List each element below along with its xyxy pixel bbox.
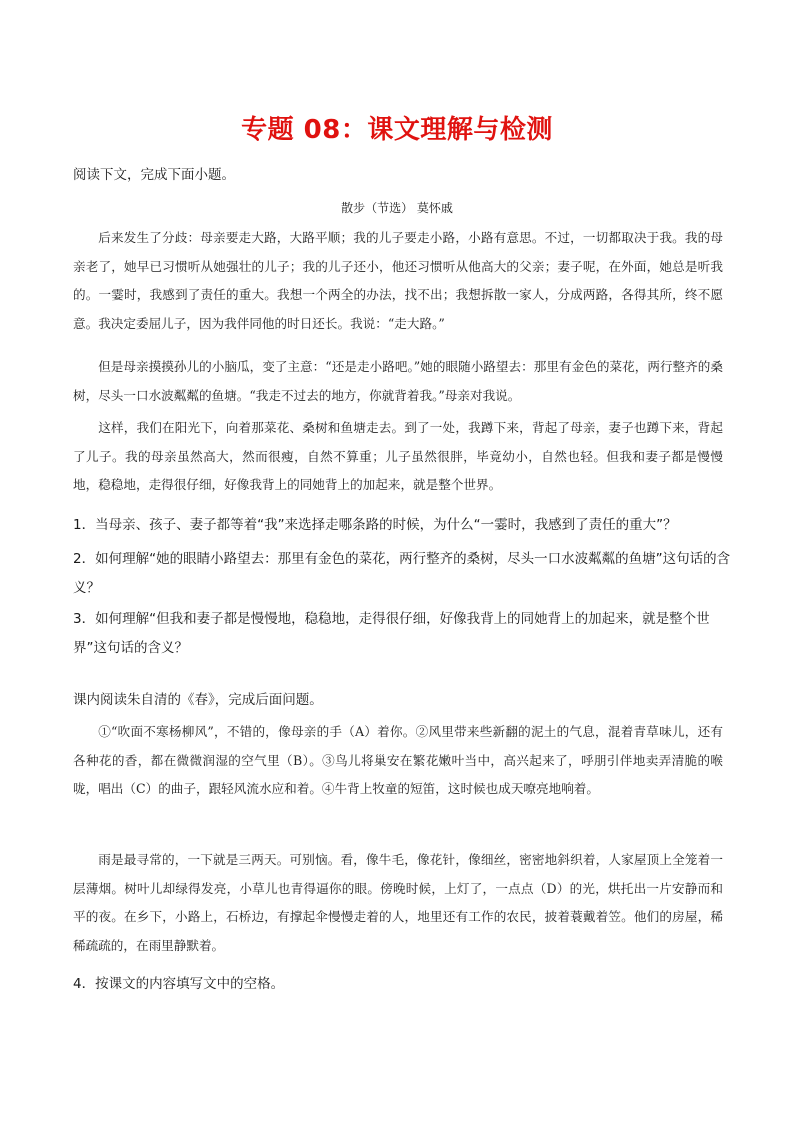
passage1-paragraph-2: 但是母亲摸摸孙儿的小脑瓜，变了主意：“还是走小路吧。”她的眼随小路望去：那里有金色的菜花，两行整齐的桑树，尽头一口水波粼粼的鱼塘。“我走不过去的地方，你就背着我。”母亲对我说。 [73,359,723,403]
question-4: 4．按课文的内容填写文中的空格。 [73,976,285,992]
passage2-paragraph-2: 雨是最寻常的，一下就是三两天。可别恼。看，像牛毛，像花针，像细丝，密密地斜织着，人家屋顶上全笼着一层薄烟。树叶儿却绿得发亮，小草儿也青得逼你的眼。傍晚时候，上灯了，一点点（D）的光，烘托出一片安静而和平的夜。在乡下，小路上，石桥边，有撑起伞慢慢走着的人，地里还有工作的农民，披着蓑戴着笠。他们的房屋，稀稀疏疏的，在雨里静默着。 [73,852,723,953]
passage2-paragraph-1: ①“吹面不寒杨柳风”，不错的，像母亲的手（A）着你。②风里带来些新翻的泥土的气息，混着青草味儿，还有各种花的香，都在微微润湿的空气里（B）。③鸟儿将巢安在繁花嫩叶当中，高兴起来了，呼朋引伴地卖弄清脆的喉咙，唱出（C）的曲子，跟轻风流水应和着。④牛背上牧童的短笛，这时候也成天嘹亮地响着。 [73,724,723,797]
question-1: 1．当母亲、孩子、妻子都等着“我”来选择走哪条路的时候，为什么“一霎时，我感到了责任的重大”？ [73,517,677,533]
passage1-paragraph-3: 这样，我们在阳光下，向着那菜花、桑树和鱼塘走去。到了一处，我蹲下来，背起了母亲，妻子也蹲下来，背起了儿子。我的母亲虽然高大，然而很瘦，自然不算重；儿子虽然很胖，毕竟幼小，自然也轻。但我和妻子都是慢慢地，稳稳地，走得很仔细，好像我背上的同她背上的加起来，就是整个世界。 [73,420,723,493]
passage-subtitle: 散步（节选） 莫怀戚 [341,201,453,215]
question-3: 3．如何理解“但我和妻子都是慢慢地，稳稳地，走得很仔细，好像我背上的同她背上的加起来，就是整个世界”这句话的含义？ [73,611,710,656]
page-title: 专题 08：课文理解与检测 [241,115,553,145]
question-2: 2．如何理解“她的眼睛小路望去：那里有金色的菜花，两行整齐的桑树，尽头一口水波粼粼的鱼塘”这句话的含义？ [73,551,731,596]
passage1-paragraph-1: 后来发生了分歧：母亲要走大路，大路平顺；我的儿子要走小路，小路有意思。不过，一切都取决于我。我的母亲老了，她早已习惯听从她强壮的儿子；我的儿子还小，他还习惯听从他高大的父亲；妻子呢，在外面，她总是听我的。一霎时，我感到了责任的重大。我想一个两全的办法，找不出；我想拆散一家人，分成两路，各得其所，终不愿意。我决定委屈儿子，因为我伴同他的时日还长。我说：“走大路。” [73,230,723,331]
section1-instruction: 阅读下文，完成下面小题。 [73,167,235,183]
section2-instruction: 课内阅读朱自清的《春》，完成后面问题。 [73,692,323,708]
